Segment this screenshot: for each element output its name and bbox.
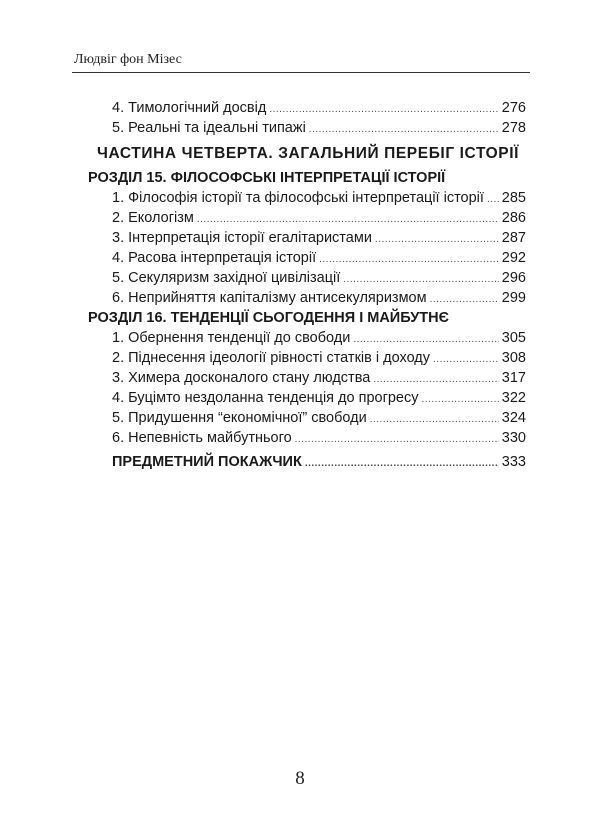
toc-entry-title: ПРЕДМЕТНИЙ ПОКАЖЧИК — [112, 454, 302, 470]
toc-entry-page: 308 — [501, 350, 526, 366]
toc-entry[interactable] — [112, 348, 526, 370]
toc-entry-page: 324 — [501, 410, 526, 426]
section-title: РОЗДІЛ 15. ФІЛОСОФСЬКІ ІНТЕРПРЕТАЦІЇ ІСТОРІЇ — [88, 170, 446, 186]
running-head: Людвіг фон Мізес — [74, 52, 182, 67]
toc-leader-dots — [370, 410, 499, 430]
toc-entry[interactable] — [112, 208, 526, 230]
toc-entry[interactable] — [112, 368, 526, 390]
toc-entry[interactable] — [112, 388, 526, 410]
toc-entry[interactable] — [112, 98, 526, 120]
toc-entry-page: 322 — [501, 390, 526, 406]
toc-entry[interactable] — [112, 188, 526, 210]
toc-leader-dots — [373, 370, 498, 390]
toc-entry-page: 305 — [501, 330, 526, 346]
toc-leader-dots — [430, 290, 499, 310]
toc-entry-page: 333 — [501, 454, 526, 470]
toc-leader-dots — [309, 120, 499, 140]
toc-entry-page: 317 — [501, 370, 526, 386]
toc-leader-dots — [197, 210, 499, 230]
toc-leader-dots — [353, 330, 498, 350]
toc-entry[interactable] — [112, 328, 526, 350]
toc-entry-title: 4. Тимологічний досвід — [112, 100, 267, 116]
toc-entry[interactable] — [112, 248, 526, 270]
toc-entry-page: 330 — [501, 430, 526, 446]
toc-entry-page: 292 — [501, 250, 526, 266]
toc-entry-page: 278 — [501, 120, 526, 136]
toc-entry-page: 287 — [501, 230, 526, 246]
toc-entry-title: 2. Екологізм — [112, 210, 194, 226]
section-heading[interactable] — [88, 308, 528, 328]
toc-leader-dots — [487, 190, 499, 210]
toc-entry[interactable] — [112, 288, 526, 310]
toc-leader-dots — [433, 350, 499, 370]
page-number: 8 — [295, 768, 305, 789]
toc-entry[interactable] — [112, 428, 526, 450]
section-heading[interactable] — [88, 168, 528, 188]
toc-entry-title: 2. Піднесення ідеології рівності статків і доходу — [112, 350, 431, 366]
toc-index-entry[interactable] — [112, 452, 526, 474]
toc-entry-title: 4. Буцімто нездоланна тенденція до прогресу — [112, 390, 419, 406]
toc-leader-dots — [375, 230, 499, 250]
toc-leader-dots — [422, 390, 499, 410]
toc-entry-page: 285 — [501, 190, 526, 206]
toc-leader-dots — [343, 270, 499, 290]
toc-entry-title: 5. Секуляризм західної цивілізації — [112, 270, 341, 286]
toc-entry[interactable] — [112, 228, 526, 250]
toc-entry-title: 3. Химера досконалого стану людства — [112, 370, 371, 386]
section-title: РОЗДІЛ 16. ТЕНДЕНЦІЇ СЬОГОДЕННЯ І МАЙБУТНЄ — [88, 310, 449, 326]
toc-entry-title: 5. Придушення “економічної” свободи — [112, 410, 367, 426]
header-rule — [72, 72, 530, 73]
toc-entry-page: 296 — [501, 270, 526, 286]
toc-leader-dots — [305, 454, 499, 474]
toc-leader-dots — [319, 250, 499, 270]
toc-entry-page: 286 — [501, 210, 526, 226]
toc-entry[interactable] — [112, 268, 526, 290]
toc-entry-title: 5. Реальні та ідеальні типажі — [112, 120, 306, 136]
toc-entry-page: 276 — [501, 100, 526, 116]
toc-leader-dots — [295, 430, 499, 450]
part-heading: ЧАСТИНА ЧЕТВЕРТА. ЗАГАЛЬНИЙ ПЕРЕБІГ ІСТОРІЇ — [96, 145, 520, 162]
toc-entry-title: 1. Філософія історії та філософські інтерпретації історії — [112, 190, 484, 206]
toc-entry-title: 6. Неприйняття капіталізму антисекуляризмом — [112, 290, 427, 306]
toc-entry-title: 1. Обернення тенденції до свободи — [112, 330, 351, 346]
toc-entry[interactable] — [112, 118, 526, 140]
toc-leader-dots — [269, 100, 498, 120]
toc-entry-page: 299 — [501, 290, 526, 306]
toc-entry-title: 4. Расова інтерпретація історії — [112, 250, 317, 266]
toc-entry[interactable] — [112, 408, 526, 430]
toc-entry-title: 6. Непевність майбутнього — [112, 430, 292, 446]
toc-entry-title: 3. Інтерпретація історії егалітаристами — [112, 230, 372, 246]
